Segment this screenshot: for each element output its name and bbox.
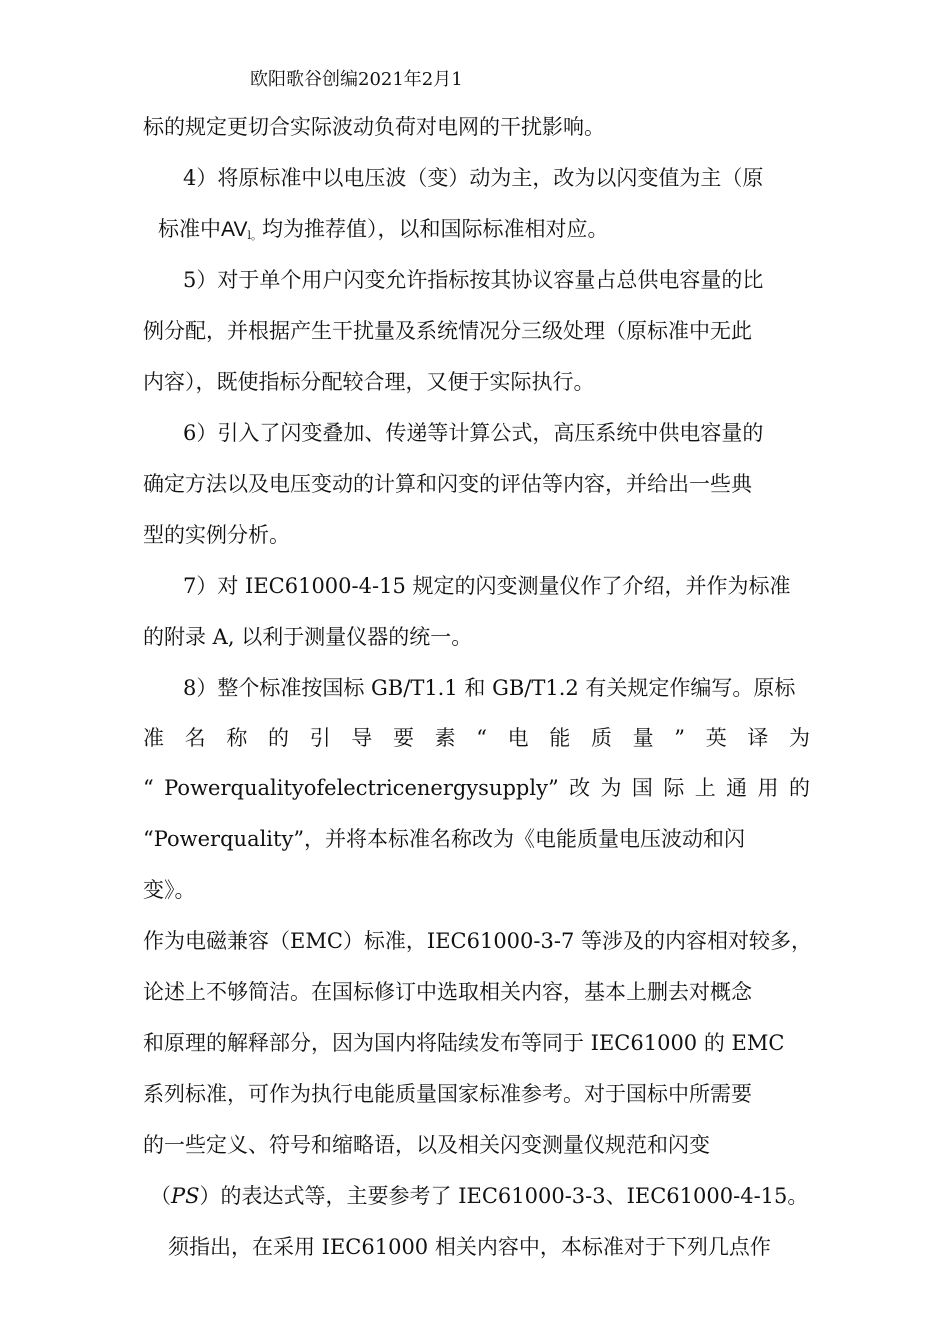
text-line-23: 须指出，在采用 IEC61000 相关内容中，本标准对于下列几点作 [168,1235,771,1259]
glyph: 电 [507,726,529,750]
glyph: ” [674,726,686,750]
glyph: 通 [726,776,748,800]
glyph: 的 [267,726,289,750]
symbol-subscript: l。 [247,229,262,242]
paren-open: （ [150,1184,171,1208]
glyph: 导 [351,726,373,750]
glyph: 英 [705,726,727,750]
symbol-ps: PS [171,1184,200,1208]
text-line-6: 内容），既使指标分配较合理，又便于实际执行。 [143,370,595,394]
glyph: “ [143,776,154,800]
glyph: 为 [789,726,810,750]
text-line-3 [158,214,825,251]
glyph: 国 [631,776,653,800]
text-line-19: 和原理的解释部分，因为国内将陆续发布等同于 IEC61000 的 EMC [143,1031,785,1055]
text-line-7: 6）引入了闪变叠加、传递等计算公式，高压系统中供电容量的 [183,421,764,445]
glyph: 能 [549,726,571,750]
text-line-22-c: ）的表达式等，主要参考了 IEC61000-3-3、IEC61000-4-15。 [199,1184,809,1208]
glyph: 称 [226,726,248,750]
glyph: 改 [569,776,591,800]
glyph: 上 [694,776,716,800]
page-header: 欧阳歌谷创编2021年2月1 [250,69,463,90]
glyph: “ [476,726,487,750]
glyph: 质 [590,726,612,750]
text-line-13 [143,723,810,753]
text-line-1: 标的规定更切合实际波动负荷对电网的干扰影响。 [143,115,605,139]
text-line-20: 系列标准，可作为执行电能质量国家标准参考。对于国标中所需要 [143,1082,752,1106]
text-line-14 [143,773,810,803]
text-line-4: 5）对于单个用户闪变允许指标按其协议容量占总供电容量的比 [183,268,764,292]
glyph: 量 [632,726,654,750]
text-line-5: 例分配，并根据产生干扰量及系统情况分三级处理（原标准中无此 [143,319,752,343]
text-line-21: 的一些定义、符号和缩略语，以及相关闪变测量仪规范和闪变 [143,1133,710,1157]
glyph: 要 [392,726,414,750]
glyph: 素 [434,726,456,750]
text-line-12: 8）整个标准按国标 GB/T1.1 和 GB/T1.2 有关规定作编写。原标 [183,676,796,700]
glyph: 引 [309,726,331,750]
glyph: 名 [184,726,206,750]
text-line-17: 作为电磁兼容（EMC）标准，IEC61000-3-7 等涉及的内容相对较多， [143,929,812,953]
text-line-3-d: 均为推荐值），以和国际标准相对应。 [262,217,609,241]
glyph: Powerqualityofelectricenergysupply” [164,776,559,800]
text-line-18: 论述上不够简洁。在国标修订中选取相关内容，基本上删去对概念 [143,980,752,1004]
glyph: 的 [788,776,810,800]
glyph: 准 [143,726,164,750]
text-line-15: “Powerquality”，并将本标准名称改为《电能质量电压波动和闪 [143,827,746,851]
text-line-3-a: 标准中 [158,217,221,241]
glyph: 译 [747,726,769,750]
symbol-av: AV [221,218,248,241]
text-line-22 [150,1181,817,1211]
glyph: 为 [600,776,622,800]
glyph: 际 [663,776,685,800]
text-line-16: 变》。 [143,878,196,902]
text-line-9: 型的实例分析。 [143,523,290,547]
text-line-2: 4）将原标准中以电压波（变）动为主，改为以闪变值为主（原 [183,166,764,190]
glyph: 用 [757,776,779,800]
text-line-11: 的附录 A, 以利于测量仪器的统一。 [143,625,473,649]
text-line-8: 确定方法以及电压变动的计算和闪变的评估等内容，并给出一些典 [143,472,752,496]
text-line-10: 7）对 IEC61000-4-15 规定的闪变测量仪作了介绍，并作为标准 [183,574,791,598]
